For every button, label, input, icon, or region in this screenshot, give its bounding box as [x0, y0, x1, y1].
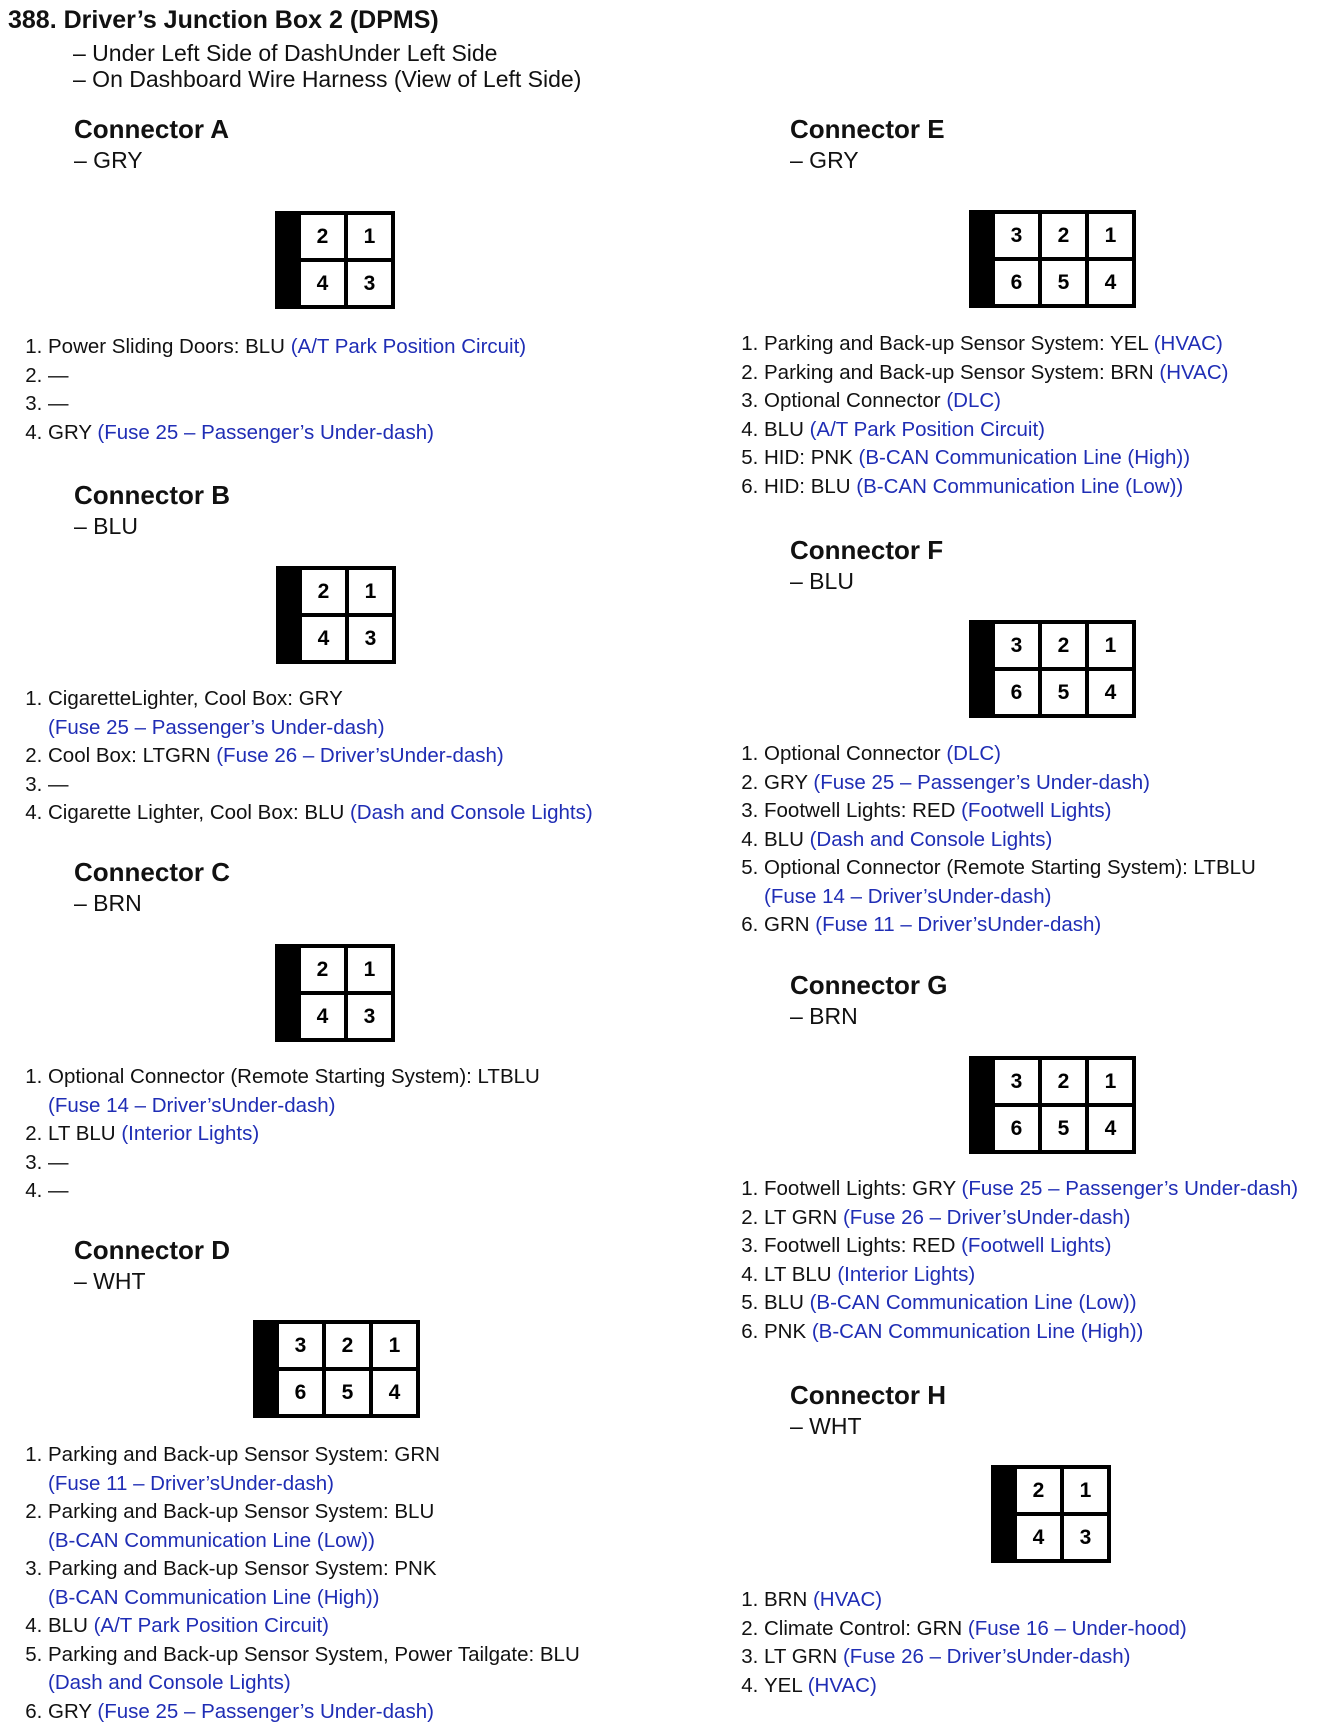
pin-cavity: 4 [301, 995, 344, 1038]
pin-description: CigaretteLighter, Cool Box: GRY [48, 687, 343, 710]
pin-description: LT GRN [764, 1645, 843, 1668]
pin-cavity: 2 [1042, 214, 1085, 257]
pin-cavity: 1 [348, 948, 391, 991]
pin-item [764, 1232, 1326, 1261]
connector-color: – BRN [790, 1003, 858, 1029]
circuit-reference: (Footwell Lights) [961, 799, 1112, 822]
pin-item [48, 390, 648, 419]
circuit-reference: (Fuse 16 – Under-hood) [967, 1616, 1187, 1640]
circuit-reference: (B-CAN Communication Line (High)) [811, 1319, 1144, 1343]
pin-item [764, 769, 1326, 798]
pin-description: Parking and Back-up Sensor System: BLU [48, 1500, 435, 1523]
pin-description: Footwell Lights: RED [764, 1234, 962, 1257]
connector-title: Connector C [74, 857, 230, 887]
pin-description: Cigarette Lighter, Cool Box: BLU [48, 801, 350, 824]
connector-title: Connector D [74, 1235, 230, 1265]
pin-cavity: 2 [301, 948, 344, 991]
pin-item [48, 799, 668, 828]
circuit-reference: (B-CAN Communication Line (High)) [858, 446, 1191, 469]
connector-diagram [991, 1465, 1111, 1563]
pin-cavity: 3 [349, 617, 392, 660]
circuit-reference: (Fuse 26 – Driver’sUnder-dash) [842, 1645, 1131, 1668]
pin-item [764, 797, 1326, 826]
pin-cavity: 1 [1089, 624, 1132, 667]
connector-color: – BRN [74, 890, 142, 916]
pin-description: Optional Connector [764, 389, 947, 412]
connector-title: Connector H [790, 1380, 946, 1410]
connector-color: – BLU [790, 568, 854, 594]
pin-item [764, 1289, 1326, 1318]
pin-list [20, 333, 648, 447]
pin-item [48, 1555, 668, 1612]
pin-cavity: 4 [1089, 261, 1132, 304]
pin-item [764, 740, 1326, 769]
circuit-reference: (Fuse 25 – Passenger’s Under-dash) [961, 1177, 1299, 1200]
connector-title: Connector A [74, 114, 230, 144]
circuit-reference: (B-CAN Communication Line (Low)) [809, 1291, 1137, 1314]
pin-item [764, 1318, 1326, 1347]
pin-description: GRY [48, 420, 98, 444]
pin-cavity: 4 [302, 617, 345, 660]
connector-diagram [253, 1320, 420, 1418]
connector-color: – BLU [74, 513, 138, 539]
pin-description: — [48, 1179, 69, 1202]
pin-cavity: 6 [995, 1107, 1038, 1150]
pin-cavity: 4 [1089, 671, 1132, 714]
pin-cavity: 1 [1064, 1469, 1107, 1512]
section-number: 388. [8, 6, 57, 34]
pin-item [764, 1204, 1326, 1233]
pin-description: Parking and Back-up Sensor System: YEL [764, 332, 1154, 355]
circuit-reference: (DLC) [946, 389, 1001, 412]
connector-diagram [275, 944, 395, 1042]
pin-description: BLU [48, 1614, 94, 1637]
connector-color: – WHT [74, 1268, 146, 1294]
pin-item [764, 911, 1326, 940]
pin-cavity: 6 [279, 1371, 322, 1414]
pin-item [48, 419, 648, 448]
pin-item [48, 1441, 668, 1498]
pin-list [20, 685, 668, 828]
pin-description: — [48, 1150, 69, 1174]
pin-cavity: 3 [279, 1324, 322, 1367]
pin-description: HID: BLU [764, 474, 857, 498]
pin-list [736, 740, 1326, 940]
circuit-reference: (Fuse 11 – Driver’sUnder-dash) [815, 913, 1102, 936]
pin-item [48, 1177, 668, 1206]
pin-cavity: 6 [995, 261, 1038, 304]
connector-diagram [276, 566, 396, 664]
connector-title: Connector E [790, 114, 945, 144]
circuit-reference: (Footwell Lights) [961, 1234, 1112, 1257]
pin-list [20, 1063, 668, 1206]
pin-cavity: 5 [1042, 671, 1085, 714]
circuit-reference: (HVAC) [807, 1673, 877, 1697]
pin-cavity: 2 [301, 215, 344, 258]
location-line-1: – Under Left Side of DashUnder Left Side [73, 40, 498, 66]
pin-cavity: 3 [995, 624, 1038, 667]
circuit-reference: (Fuse 14 – Driver’sUnder-dash) [48, 1093, 336, 1117]
pin-description: Optional Connector [764, 742, 947, 765]
pin-list [736, 1175, 1326, 1346]
circuit-reference: (Fuse 25 – Passenger’s Under-dash) [97, 420, 434, 444]
pin-cavity: 4 [373, 1371, 416, 1414]
circuit-reference: (HVAC) [1153, 332, 1223, 355]
circuit-reference: (Dash and Console Lights) [349, 801, 593, 824]
connector-title: Connector F [790, 535, 944, 565]
pin-item [764, 826, 1326, 855]
pin-item [764, 1261, 1326, 1290]
pin-cavity: 3 [995, 1060, 1038, 1103]
connector-title: Connector G [790, 970, 948, 1000]
pin-item [48, 742, 668, 771]
section-title: Driver’s Junction Box 2 (DPMS) [63, 6, 439, 34]
pin-item [764, 1672, 1326, 1701]
pin-description: YEL [764, 1673, 808, 1697]
pin-item [48, 1641, 668, 1698]
pin-cavity: 1 [1089, 214, 1132, 257]
pin-item [48, 1612, 668, 1641]
pin-cavity: 4 [301, 262, 344, 305]
pin-description: LT BLU [48, 1122, 122, 1145]
pin-cavity: 1 [373, 1324, 416, 1367]
circuit-reference: (Fuse 14 – Driver’sUnder-dash) [764, 884, 1052, 908]
circuit-reference: (HVAC) [1159, 360, 1229, 384]
pin-description: Parking and Back-up Sensor System: BRN [764, 360, 1160, 384]
circuit-reference: (DLC) [946, 742, 1001, 765]
connector-diagram [969, 210, 1136, 308]
pin-description: Climate Control: GRN [764, 1616, 968, 1640]
pin-description: LT BLU [764, 1262, 838, 1286]
pin-cavity: 6 [995, 671, 1038, 714]
page-title [8, 6, 439, 35]
pin-description: Cool Box: LTGRN [48, 744, 217, 767]
pin-description: BLU [764, 827, 810, 851]
circuit-reference: (Fuse 25 – Passenger’s Under-dash) [813, 770, 1150, 794]
circuit-reference: (B-CAN Communication Line (Low)) [48, 1528, 375, 1552]
pin-list [736, 330, 1326, 501]
circuit-reference: (A/T Park Position Circuit) [93, 1614, 330, 1637]
pin-item [764, 416, 1326, 445]
pin-description: — [48, 772, 69, 796]
pin-cavity: 3 [348, 995, 391, 1038]
pin-item [48, 1149, 668, 1178]
pin-item [48, 1498, 668, 1555]
pin-item [48, 1120, 668, 1149]
circuit-reference: (Dash and Console Lights) [48, 1671, 291, 1694]
pin-description: BRN [764, 1588, 813, 1611]
pin-cavity: 5 [1042, 1107, 1085, 1150]
pin-item [764, 854, 1326, 911]
pin-description: — [48, 363, 69, 387]
pin-cavity: 2 [1042, 1060, 1085, 1103]
circuit-reference: (Fuse 26 – Driver’sUnder-dash) [216, 744, 504, 767]
pin-description: LT GRN [764, 1205, 843, 1229]
pin-description: HID: PNK [764, 446, 859, 469]
pin-cavity: 2 [326, 1324, 369, 1367]
pin-description: BLU [764, 417, 810, 441]
connector-color: – GRY [74, 147, 143, 173]
pin-cavity: 4 [1089, 1107, 1132, 1150]
circuit-reference: (Interior Lights) [837, 1262, 976, 1286]
pin-item [48, 362, 648, 391]
pin-item [48, 685, 668, 742]
pin-cavity: 3 [995, 214, 1038, 257]
circuit-reference: (B-CAN Communication Line (High)) [48, 1585, 380, 1609]
pin-description: — [48, 392, 69, 415]
pin-item [764, 387, 1326, 416]
pin-cavity: 1 [348, 215, 391, 258]
connector-title: Connector B [74, 480, 230, 510]
connector-diagram [275, 211, 395, 309]
pin-description: PNK [764, 1319, 812, 1343]
pin-cavity: 2 [1017, 1469, 1060, 1512]
circuit-reference: (Interior Lights) [121, 1122, 260, 1145]
pin-description: GRY [764, 770, 814, 794]
circuit-reference: (A/T Park Position Circuit) [290, 335, 527, 358]
pin-description: Power Sliding Doors: BLU [48, 335, 291, 358]
pin-description: Parking and Back-up Sensor System, Power Tailgate: BLU [48, 1642, 580, 1666]
pin-cavity: 1 [1089, 1060, 1132, 1103]
pin-item [764, 473, 1326, 502]
connector-color: – WHT [790, 1413, 862, 1439]
pin-cavity: 1 [349, 570, 392, 613]
pin-description: GRY [48, 1699, 98, 1723]
pin-item [764, 1643, 1326, 1672]
circuit-reference: (Fuse 11 – Driver’sUnder-dash) [48, 1471, 334, 1495]
pin-description: Footwell Lights: RED [764, 799, 962, 822]
connector-diagram [969, 620, 1136, 718]
circuit-reference: (Fuse 26 – Driver’sUnder-dash) [842, 1205, 1131, 1229]
circuit-reference: (HVAC) [812, 1588, 883, 1611]
pin-item [764, 1586, 1326, 1615]
pin-description: Parking and Back-up Sensor System: GRN [48, 1443, 440, 1466]
pin-list [20, 1441, 668, 1726]
pin-item [764, 1615, 1326, 1644]
pin-list [736, 1586, 1326, 1700]
pin-item [764, 359, 1326, 388]
circuit-reference: (Dash and Console Lights) [809, 827, 1053, 851]
pin-description: BLU [764, 1291, 810, 1314]
pin-cavity: 5 [1042, 261, 1085, 304]
pin-cavity: 2 [1042, 624, 1085, 667]
pin-item [764, 330, 1326, 359]
pin-item [48, 1698, 668, 1726]
pin-cavity: 3 [1064, 1516, 1107, 1559]
pin-cavity: 2 [302, 570, 345, 613]
pin-item [48, 771, 668, 800]
pin-item [764, 1175, 1326, 1204]
pin-description: GRN [764, 913, 816, 936]
pin-item [48, 333, 648, 362]
connector-color: – GRY [790, 147, 859, 173]
circuit-reference: (B-CAN Communication Line (Low)) [856, 474, 1184, 498]
pin-description: Footwell Lights: GRY [764, 1177, 962, 1200]
circuit-reference: (Fuse 25 – Passenger’s Under-dash) [97, 1699, 434, 1723]
circuit-reference: (A/T Park Position Circuit) [809, 417, 1046, 441]
pin-cavity: 3 [348, 262, 391, 305]
pin-item [48, 1063, 668, 1120]
pin-item [764, 444, 1326, 473]
pin-cavity: 5 [326, 1371, 369, 1414]
pin-description: Parking and Back-up Sensor System: PNK [48, 1557, 437, 1580]
connector-diagram [969, 1056, 1136, 1154]
circuit-reference: (Fuse 25 – Passenger’s Under-dash) [48, 715, 385, 739]
pin-description: Optional Connector (Remote Starting System): LTBLU [48, 1065, 540, 1088]
pin-description: Optional Connector (Remote Starting System): LTBLU [764, 856, 1256, 879]
pin-cavity: 4 [1017, 1516, 1060, 1559]
location-line-2: – On Dashboard Wire Harness (View of Left Side) [73, 66, 582, 92]
